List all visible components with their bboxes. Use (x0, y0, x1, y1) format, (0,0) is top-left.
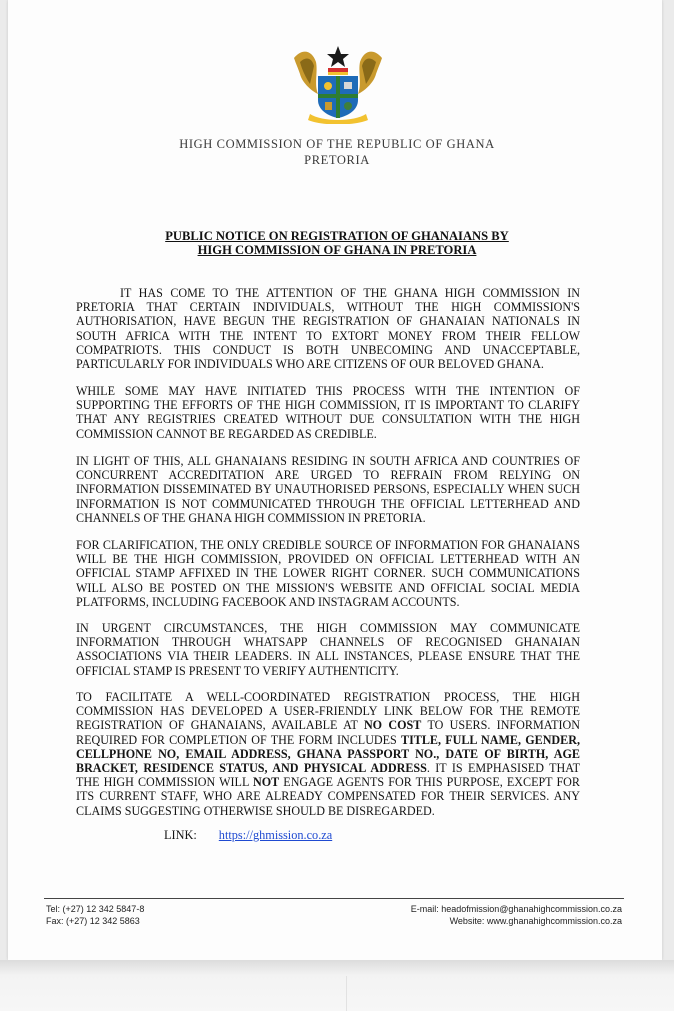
paragraph-6 (76, 690, 580, 818)
organization-city: PRETORIA (304, 153, 370, 167)
organization-name: HIGH COMMISSION OF THE REPUBLIC OF GHANA (179, 137, 495, 151)
notice-title-line1: PUBLIC NOTICE ON REGISTRATION OF GHANAIANS BY (165, 229, 509, 243)
paragraph-4: FOR CLARIFICATION, THE ONLY CREDIBLE SOURCE OF INFORMATION FOR GHANAIANS WILL BE THE HIGH COMMISSION, PROVIDED ON OFFICIAL LETTERHEAD WITH AN OFFICIAL STAMP AFFIXED IN THE LOWER RIGHT CORNER. SUCH COMMUNICATIONS WILL ALSO BE POSTED ON THE MISSION'S WEBSITE AND OFFICIAL SOCIAL MEDIA PLATFORMS, INCLUDING FACEBOOK AND INSTAGRAM ACCOUNTS. (76, 538, 580, 609)
footer-web (411, 904, 622, 927)
footer-divider (44, 898, 624, 899)
footer-fax: Fax: (+27) 12 342 5863 (46, 915, 140, 926)
paragraph-5: IN URGENT CIRCUMSTANCES, THE HIGH COMMISSION MAY COMMUNICATE INFORMATION THROUGH WHATSAPP CHANNELS OF RECOGNISED GHANAIAN ASSOCIATIONS VIA THEIR LEADERS. IN ALL INSTANCES, PLEASE ENSURE THAT THE OFFICIAL STAMP IS PRESENT TO VERIFY AUTHENTICITY. (76, 621, 580, 678)
background-surface (0, 960, 674, 1011)
p6-text-c: TO USERS. INFORMATION REQUIRED FOR COMPLETION OF THE FORM INCLUDES (76, 718, 580, 747)
paragraph-1: IT HAS COME TO THE ATTENTION OF THE GHANA HIGH COMMISSION IN PRETORIA THAT CERTAIN INDIVIDUALS, WITHOUT THE HIGH COMMISSION'S AUTHORISATION, HAVE BEGUN THE REGISTRATION OF GHANAIAN NATIONALS IN SOUTH AFRICA WITH THE INTENT TO EXTORT MONEY FROM THEIR FELLOW COMPATRIOTS. THIS CONDUCT IS BOTH UNBECOMING AND UNACCEPTABLE, PARTICULARLY FOR INDIVIDUALS WHO ARE CITIZENS OF OUR BELOVED GHANA. (76, 286, 580, 372)
ghana-coat-of-arms-icon (288, 44, 388, 124)
registration-link[interactable]: https://ghmission.co.za (218, 828, 333, 842)
paragraph-2: WHILE SOME MAY HAVE INITIATED THIS PROCESS WITH THE INTENTION OF SUPPORTING THE EFFORTS OF THE HIGH COMMISSION, IT IS IMPORTANT TO CLARIFY THAT ANY REGISTRIES CREATED WITHOUT DUE CONSULTATION WITH THE HIGH COMMISSION CANNOT BE REGARDED AS CREDIBLE. (76, 384, 580, 441)
p6-no-cost: NO COST (363, 718, 422, 733)
p6-text-e: . IT IS EMPHASISED THAT THE HIGH COMMISSION WILL (76, 761, 580, 790)
footer-tel: Tel: (+27) 12 342 5847-8 (46, 904, 145, 914)
paragraph-3: IN LIGHT OF THIS, ALL GHANAIANS RESIDING IN SOUTH AFRICA AND COUNTRIES OF CONCURRENT ACCREDITATION ARE URGED TO REFRAIN FROM RELYING ON INFORMATION DISSEMINATED BY UNAUTHORISED PERSONS, ESPECIALLY WHEN SUCH INFORMATION IS NOT COMMUNICATED THROUGH THE OFFICIAL LETTERHEAD AND CHANNELS OF THE GHANA HIGH COMMISSION IN PRETORIA. (76, 454, 580, 525)
footer-contacts (46, 904, 144, 927)
p6-text-g: ENGAGE AGENTS FOR THIS PURPOSE, EXCEPT FOR ITS CURRENT STAFF, WHO ARE ALREADY COMPENSATED FOR THEIR SERVICES. ANY CLAIMS SUGGESTING OTHERWISE SHOULD BE DISREGARDED. (76, 775, 580, 818)
fold-line (346, 976, 347, 1011)
p6-not: NOT (252, 775, 280, 790)
link-label: LINK: (164, 828, 197, 842)
link-row (164, 828, 332, 843)
notice-title-line2: HIGH COMMISSION OF GHANA IN PRETORIA (197, 243, 477, 257)
footer-email: E-mail: headofmission@ghanahighcommission.co.za (410, 904, 622, 914)
p6-text-a: TO FACILITATE A WELL-COORDINATED REGISTRATION PROCESS, THE HIGH COMMISSION HAS DEVELOPED A USER-FRIENDLY LINK BELOW FOR THE REMOTE REGISTRATION OF GHANAIANS, AVAILABLE AT (76, 690, 580, 733)
p6-required-fields: TITLE, FULL NAME, GENDER, CELLPHONE NO, EMAIL ADDRESS, GHANA PASSPORT NO., DATE OF BIRTH, AGE BRACKET, RESIDENCE STATUS, AND PHYSICAL ADDRESS (76, 732, 580, 776)
footer-website: Website: www.ghanahighcommission.co.za (449, 915, 622, 926)
